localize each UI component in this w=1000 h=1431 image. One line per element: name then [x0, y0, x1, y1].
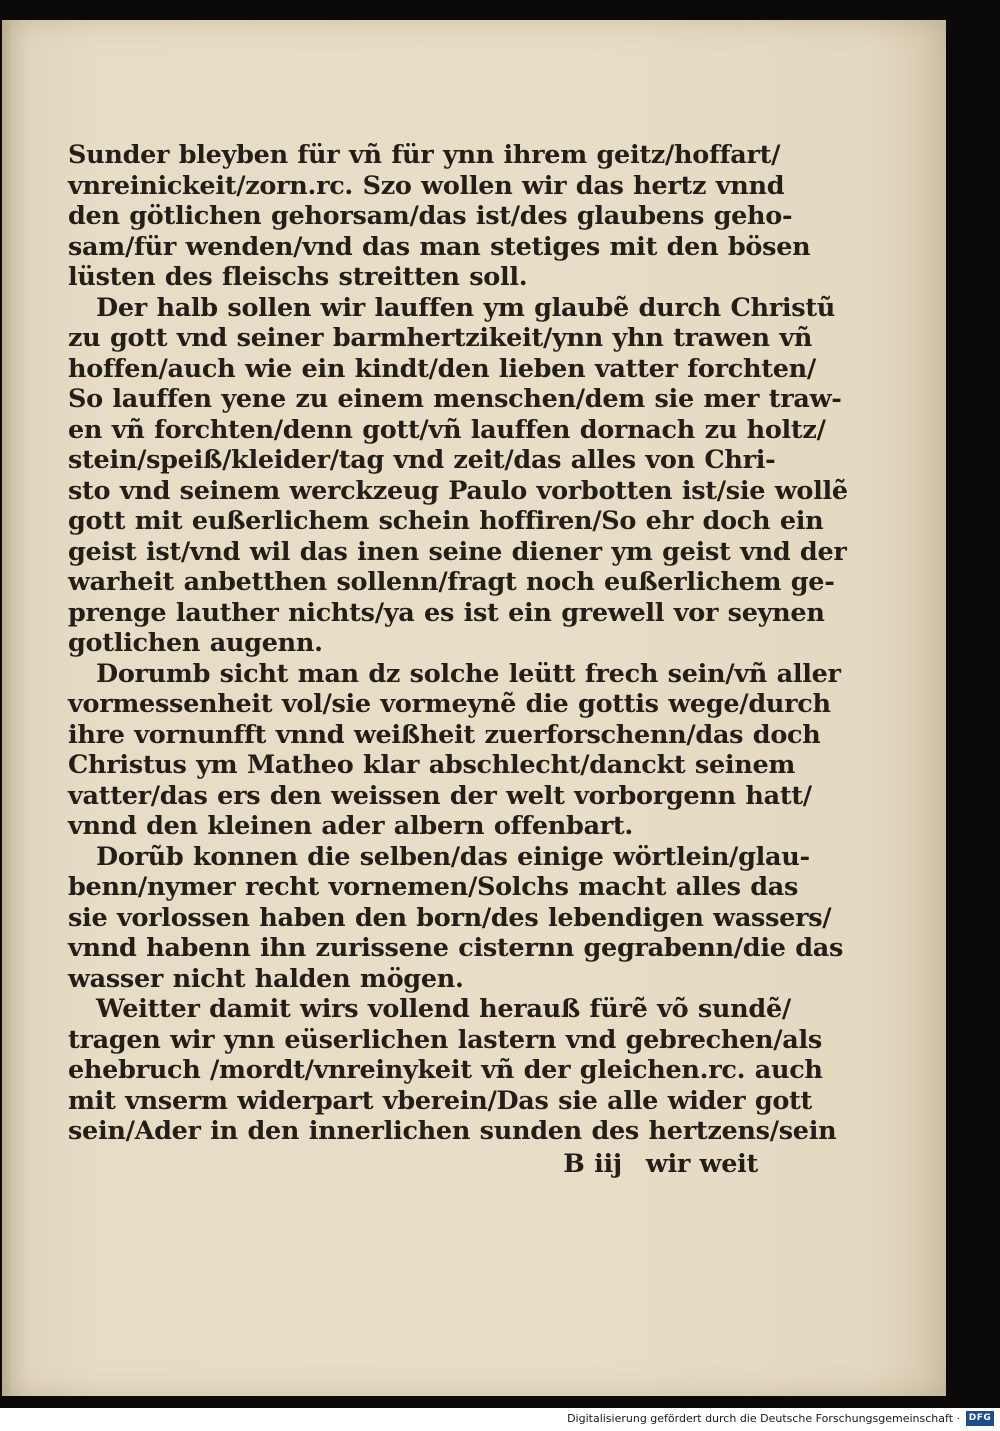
text-line: vormessenheit vol/sie vormeynẽ die gottis wege/durch [68, 689, 831, 719]
text-line: So lauffen yene zu einem menschen/dem sie mer traw- [68, 384, 842, 414]
footer-bar [0, 1408, 1000, 1431]
book-page [2, 20, 946, 1396]
footer-credit: Digitalisierung gefördert durch die Deutsche Forschungsgemeinschaft · [567, 1412, 960, 1425]
text-line: Weitter damit wirs vollend herauß fürẽ võ sundẽ/ [96, 994, 791, 1024]
text-line: Der halb sollen wir lauffen ym glaubẽ durch Christũ [96, 292, 836, 323]
text-line: geist ist/vnd wil das inen seine diener ym geist vnd der [68, 536, 847, 567]
text-line: tragen wir ynn eüserlichen lastern vnd gebrechen/als [68, 1024, 822, 1055]
text-line: Christus ym Matheo klar abschlecht/danckt seinem [68, 750, 796, 780]
catchword-line [68, 1147, 768, 1181]
text-line: ihre vornunfft vnnd weißheit zuerforschenn/das doch [68, 719, 821, 750]
page-text-block [68, 140, 848, 1181]
text-line: ehebruch /mordt/vnreinykeit vñ der gleichen.rc. auch [68, 1055, 823, 1085]
text-line: stein/speiß/kleider/tag vnd zeit/das alles von Chri- [68, 445, 776, 475]
text-line: sein/Ader in den innerlichen sunden des hertzens/sein [68, 1116, 837, 1146]
text-line: warheit anbetthen sollenn/fragt noch eußerlichem ge- [68, 567, 835, 597]
catchword: wir weit [645, 1148, 758, 1179]
text-line: prenge lauther nichts/ya es ist ein grewell vor seynen [68, 597, 825, 628]
text-line: sie vorlossen haben den born/des lebendigen wassers/ [68, 902, 832, 933]
dfg-logo: DFG [966, 1411, 994, 1426]
text-line: sam/für wenden/vnd das man stetiges mit den bösen [68, 231, 811, 262]
page-edge [2, 20, 12, 1396]
text-line: Dorumb sicht man dz solche leütt frech sein/vñ aller [96, 658, 841, 689]
text-line: vnnd den kleinen ader albern offenbart. [68, 811, 633, 841]
text-line: sto vnd seinem werckzeug Paulo vorbotten ist/sie wollẽ [68, 475, 848, 506]
text-line: hoffen/auch wie ein kindt/den lieben vatter forchten/ [68, 353, 816, 384]
text-line: gott mit eußerlichem schein hoffiren/So ehr doch ein [68, 506, 824, 536]
text-line: Sunder bleyben für vñ für ynn ihrem geitz/hoffart/ [68, 140, 781, 170]
text-line: wasser nicht halden mögen. [68, 963, 464, 994]
text-line: vnnd habenn ihn zurissene cisternn gegrabenn/die das [68, 933, 844, 963]
text-line: mit vnserm widerpart vberein/Das sie alle wider gott [68, 1085, 813, 1116]
text-line: gotlichen augenn. [68, 628, 323, 658]
text-line: zu gott vnd seiner barmhertzikeit/ynn yhn trawen vñ [68, 323, 813, 353]
text-line: lüsten des fleischs streitten soll. [68, 262, 528, 292]
text-line: en vñ forchten/denn gott/vñ lauffen dornach zu holtz/ [68, 414, 826, 445]
text-line: vatter/das ers den weissen der welt vorborgenn hatt/ [68, 780, 812, 811]
text-line: benn/nymer recht vornemen/Solchs macht alles das [68, 872, 799, 902]
text-line: vnreinickeit/zorn.rc. Szo wollen wir das hertz vnnd [68, 170, 785, 201]
text-line: Dorũb konnen die selben/das einige wörtlein/glau- [96, 841, 810, 872]
signature-mark: B iij [563, 1148, 622, 1179]
text-line: den götlichen gehorsam/das ist/des glaubens geho- [68, 201, 793, 231]
